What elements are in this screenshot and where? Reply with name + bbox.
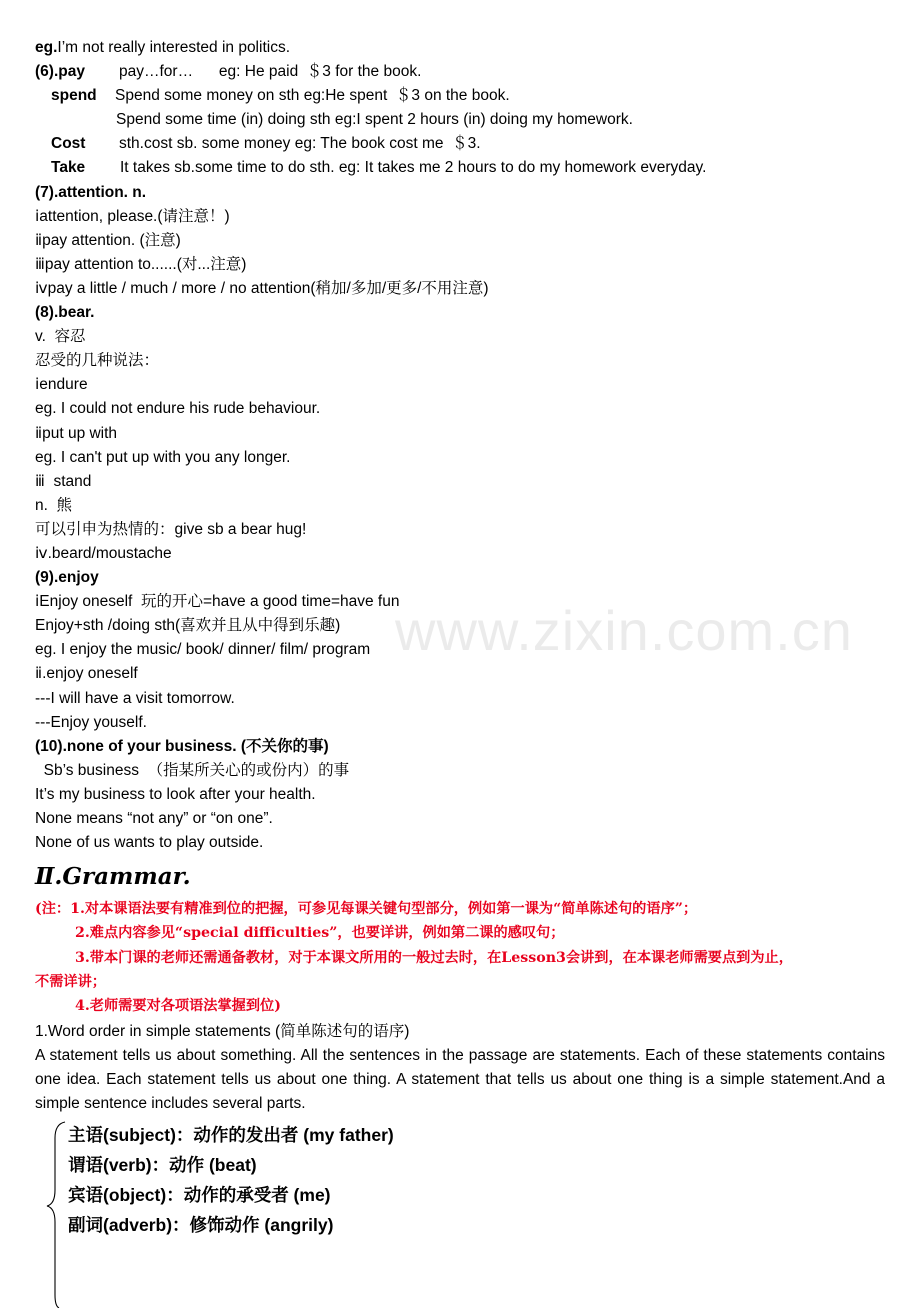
brace-icon bbox=[45, 1120, 69, 1308]
part-subject: 主语(subject)：动作的发出者 (my father) bbox=[68, 1125, 394, 1146]
note-line: 4.老师需要对各项语法掌握到位) bbox=[75, 998, 281, 1015]
text-line: 可以引申为热情的：give sb a bear hug! bbox=[35, 520, 307, 538]
list-item: ⅳpay a little / much / more / no attention(稍加/多加/更多/不用注意) bbox=[35, 279, 489, 297]
grammar-title: Ⅱ.Grammar. bbox=[35, 863, 191, 891]
pay-usage: pay…for… eg: He paid ＄3 for the book. bbox=[119, 63, 422, 81]
sentence-parts bbox=[35, 1120, 885, 1308]
bear-heading: (8).bear. bbox=[35, 304, 95, 322]
spend-term: spend bbox=[51, 87, 97, 105]
note-line: 3.带本门课的老师还需通备教材，对于本课文所用的一般过去时，在Lesson3会讲到，在本课老师需要点到为止， bbox=[75, 949, 793, 966]
example-line: It’s my business to look after your health. bbox=[35, 785, 316, 803]
enjoy-heading: (9).enjoy bbox=[35, 569, 99, 587]
text-line: v. 容忍 bbox=[35, 328, 86, 346]
eg-label: eg. bbox=[35, 39, 58, 56]
spend-usage: Spend some money on sth eg:He spent ＄3 on the book. bbox=[115, 87, 510, 105]
dialogue-line: ---I will have a visit tomorrow. bbox=[35, 689, 235, 707]
example-line: None means “not any” or “on one”. bbox=[35, 810, 273, 827]
part-adverb: 副词(adverb)：修饰动作 (angrily) bbox=[68, 1215, 334, 1236]
example-line: eg. I enjoy the music/ book/ dinner/ film/ program bbox=[35, 641, 371, 659]
note-line: (注：1.对本课语法要有精准到位的把握，可参见每课关键句型部分，例如第一课为“简单陈述句的语序”； bbox=[35, 901, 698, 918]
text-line bbox=[35, 132, 885, 156]
text-line bbox=[35, 60, 885, 84]
cost-usage: sth.cost sb. some money eg: The book cost me ＄3. bbox=[119, 135, 481, 153]
attention-heading: (7).attention. n. bbox=[35, 183, 147, 201]
watermark: www.zixin.com.cn bbox=[395, 599, 853, 662]
list-item: ⅰattention, please.(请注意！) bbox=[35, 207, 230, 225]
text-line: 忍受的几种说法： bbox=[35, 352, 160, 370]
example-text: I’m not really interested in politics. bbox=[57, 39, 291, 56]
example-line: eg. I could not endure his rude behaviour. bbox=[35, 400, 321, 418]
text-line: Enjoy+sth /doing sth(喜欢并且从中得到乐趣) bbox=[35, 617, 341, 635]
none-heading: (10).none of your business. (不关你的事) bbox=[35, 737, 329, 755]
list-item: ⅲ stand bbox=[35, 472, 92, 490]
part-object: 宾语(object)：动作的承受者 (me) bbox=[68, 1185, 331, 1206]
teacher-notes bbox=[35, 897, 885, 1018]
example-line: eg. I can't put up with you any longer. bbox=[35, 448, 291, 466]
text-line: Sb’s business （指某所关心的或份内）的事 bbox=[35, 761, 350, 779]
note-line: 2.难点内容参见“special difficulties”，也要详讲，例如第二课的感叹句； bbox=[75, 925, 565, 942]
section-heading: 1.Word order in simple statements (简单陈述句的语序) bbox=[35, 1022, 410, 1040]
part-verb: 谓语(verb)：动作 (beat) bbox=[68, 1155, 257, 1176]
text-line: n. 熊 bbox=[35, 496, 73, 514]
text-line bbox=[35, 156, 885, 180]
list-item: ⅱpay attention. (注意) bbox=[35, 231, 181, 249]
text-line bbox=[35, 84, 885, 108]
list-item: ⅳ.beard/moustache bbox=[35, 544, 172, 562]
cost-term: Cost bbox=[51, 135, 86, 153]
take-term: Take bbox=[51, 159, 86, 177]
spend-continuation: Spend some time (in) doing sth eg:I spent 2 hours (in) doing my homework. bbox=[116, 111, 633, 129]
take-usage: It takes sb.some time to do sth. eg: It takes me 2 hours to do my homework everyday. bbox=[120, 159, 707, 177]
list-item: ⅰEnjoy oneself 玩的开心=have a good time=have fun bbox=[35, 593, 400, 611]
list-item: ⅱput up with bbox=[35, 424, 118, 442]
paragraph: A statement tells us about something. All the sentences in the passage are statements. Each of these statements contains one idea. Each statement tells us about one thing. A statement that tells us about one thing is a simple statement.And a simple sentence includes several parts. bbox=[35, 1046, 885, 1113]
dialogue-line: ---Enjoy youself. bbox=[35, 713, 147, 731]
list-item: ⅰendure bbox=[35, 376, 88, 394]
example-line: None of us wants to play outside. bbox=[35, 834, 264, 852]
list-item: ⅱ.enjoy oneself bbox=[35, 665, 138, 683]
note-line: 不需详讲； bbox=[35, 974, 106, 991]
document-page bbox=[35, 36, 885, 1308]
pay-heading: (6).pay bbox=[35, 63, 85, 81]
list-item: ⅲpay attention to......(对...注意) bbox=[35, 255, 247, 273]
text-line bbox=[35, 36, 885, 60]
